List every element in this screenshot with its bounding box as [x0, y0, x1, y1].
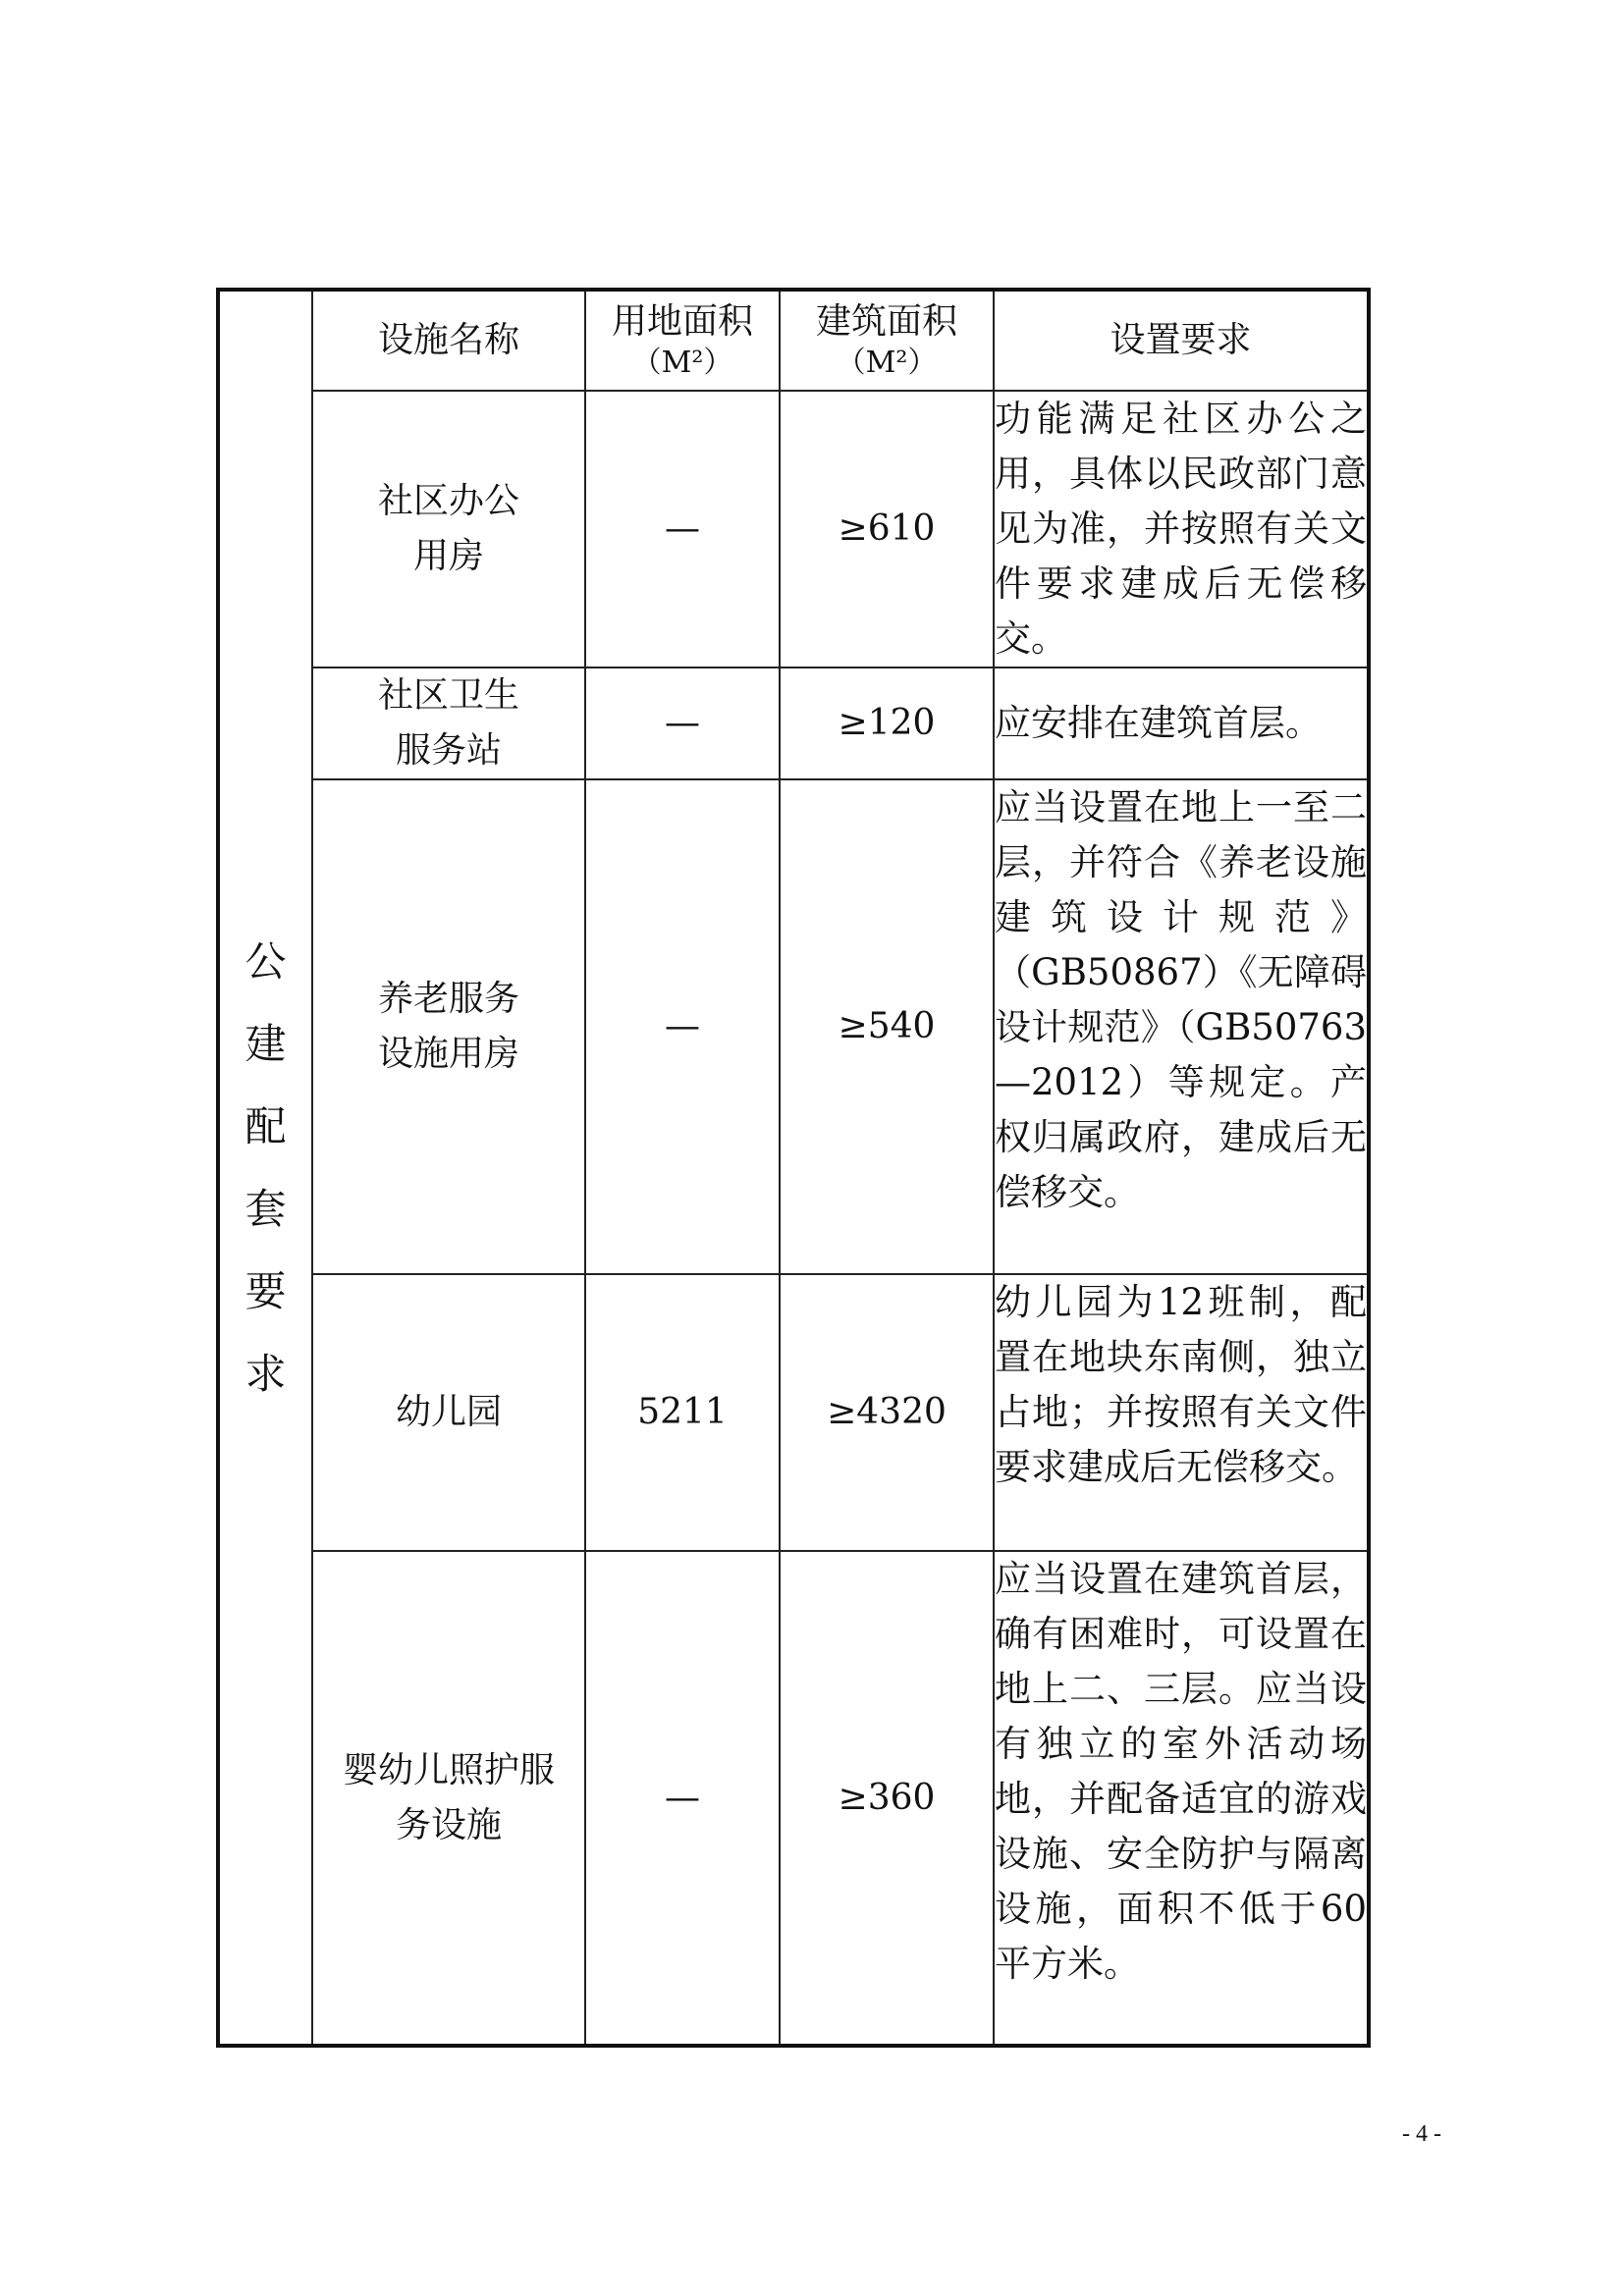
- building-area: ≥360: [780, 1551, 994, 2046]
- header-land-area: [585, 290, 780, 391]
- section-label: [218, 290, 312, 2046]
- facility-name-text: 社区办公用房: [377, 481, 519, 576]
- section-label-char: 套: [244, 1184, 287, 1233]
- header-building-area-unit: （M²）: [836, 346, 938, 380]
- facility-name: [312, 391, 585, 667]
- facility-name-text: 养老服务设施用房: [377, 979, 519, 1074]
- facility-name: [312, 667, 585, 779]
- section-label-char: 建: [244, 1019, 287, 1068]
- table-row: [218, 667, 1369, 779]
- section-label-char: 公: [244, 936, 287, 986]
- facility-name-text: 社区卫生服务站: [377, 675, 519, 771]
- requirement-text: 功能满足社区办公之用，具体以民政部门意见为准，并按照有关文件要求建成后无偿移交。: [994, 391, 1369, 667]
- land-area: —: [585, 391, 780, 667]
- header-building-area-label: 建筑面积: [815, 301, 957, 342]
- requirement-text: 应安排在建筑首层。: [994, 667, 1369, 779]
- facility-name: [312, 1551, 585, 2046]
- section-label-char: 求: [244, 1349, 287, 1398]
- land-area: 5211: [585, 1274, 780, 1551]
- table-row: [218, 1274, 1369, 1551]
- requirement-text: 应当设置在地上一至二层，并符合《养老设施建筑设计规范》（GB50867）《无障碍设计规范》（GB50763—2012）等规定。产权归属政府，建成后无偿移交。: [994, 779, 1369, 1274]
- table-header-row: [218, 290, 1369, 391]
- building-area: ≥4320: [780, 1274, 994, 1551]
- requirement-text: 应当设置在建筑首层，确有困难时，可设置在地上二、三层。应当设有独立的室外活动场地，并配备适宜的游戏设施、安全防护与隔离设施，面积不低于60平方米。: [994, 1551, 1369, 2046]
- facility-name: [312, 779, 585, 1274]
- table-row: [218, 1551, 1369, 2046]
- header-facility-name: 设施名称: [312, 290, 585, 391]
- table-row: [218, 779, 1369, 1274]
- header-land-area-unit: （M²）: [631, 346, 733, 380]
- building-area: ≥120: [780, 667, 994, 779]
- page-number: - 4 -: [1402, 2121, 1441, 2147]
- section-label-char: 要: [244, 1266, 287, 1315]
- land-area: —: [585, 1551, 780, 2046]
- section-label-char: 配: [244, 1101, 287, 1150]
- land-area: —: [585, 779, 780, 1274]
- building-area: ≥610: [780, 391, 994, 667]
- facility-name-text: 婴幼儿照护服务设施: [342, 1749, 555, 1845]
- requirement-text: 幼儿园为12班制，配置在地块东南侧，独立占地；并按照有关文件要求建成后无偿移交。: [994, 1274, 1369, 1551]
- facility-name: 幼儿园: [312, 1274, 585, 1551]
- building-area: ≥540: [780, 779, 994, 1274]
- header-requirement: 设置要求: [994, 290, 1369, 391]
- table-row: [218, 391, 1369, 667]
- land-area: —: [585, 667, 780, 779]
- header-building-area: [780, 290, 994, 391]
- header-land-area-label: 用地面积: [611, 301, 753, 342]
- public-facilities-table: [216, 288, 1371, 2048]
